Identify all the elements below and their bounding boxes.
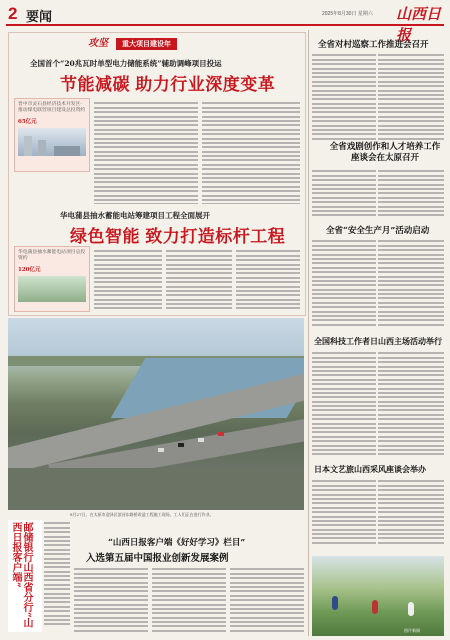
sidebox-1-text: 晋中市灵石县经济技术开发区·推动煤电联营项目建设总投资约 — [18, 102, 86, 113]
headline1-sub: 全国首个“20兆瓦时单型电力储能系统”辅助调峰项目投运 — [30, 59, 222, 68]
sidebox-2 — [14, 246, 90, 312]
right-story-2-col2 — [378, 168, 444, 218]
bottom-story-subtitle: “山西日报客户端《好好学习》栏目” — [108, 538, 246, 548]
farm-photo-caption: 图片新闻 — [404, 628, 420, 633]
bottom-story-col3 — [230, 566, 304, 636]
sidebox-1-number: 65亿元 — [18, 119, 37, 125]
column-divider — [308, 30, 309, 636]
right-story-5-title: 日本文艺旅山西采风座谈会举办 — [314, 464, 426, 474]
reservoir-image — [18, 276, 86, 302]
article2-col2 — [166, 248, 232, 310]
page-number: 2 — [8, 4, 18, 23]
article1-col1 — [94, 100, 198, 204]
article2-col1 — [94, 248, 162, 310]
article2-col3 — [236, 248, 300, 310]
power-plant-image — [18, 128, 86, 156]
right-story-5-col2 — [378, 478, 444, 550]
right-story-3-col2 — [378, 238, 444, 330]
right-story-3-col1 — [312, 238, 376, 330]
feature-kicker: 攻坚 — [88, 38, 108, 49]
headline2-sub: 华电蒲县抽水蓄能电站筹建项目工程全面展开 — [60, 211, 210, 220]
right-story-2-col1 — [312, 168, 376, 218]
bottom-story-col1 — [74, 566, 148, 636]
sidebox-1 — [14, 98, 90, 172]
farm-photo — [312, 556, 444, 636]
article1-col2 — [202, 100, 300, 204]
right-story-4-title: 全国科技工作者日山西主场活动举行 — [314, 336, 442, 346]
sidebox-2-text: 华电蒲县抽水蓄能电站项目总投资约 — [18, 250, 86, 261]
right-story-4-col2 — [378, 350, 444, 460]
right-story-1-col1 — [312, 52, 376, 140]
header-rule — [6, 24, 444, 26]
bottom-story-col2 — [152, 566, 226, 636]
left-column-text — [44, 520, 70, 632]
feature-banner: 重大项目建设年 — [116, 38, 177, 50]
bottom-story-headline: 入选第五届中国报业创新发展案例 — [86, 553, 229, 564]
right-story-4-col1 — [312, 350, 376, 460]
headline2: 绿色智能 致力打造标杆工程 — [70, 227, 286, 246]
sidebox-2-number: 120亿元 — [18, 267, 41, 273]
right-story-3-title: 全省“安全生产月”活动启动 — [326, 226, 430, 236]
newspaper-logo: 山西日报 — [396, 5, 442, 44]
bridge-photo — [8, 318, 304, 510]
section-title: 要闻 — [26, 9, 53, 24]
right-story-5-col1 — [312, 478, 376, 550]
photo-caption: 8月27日，在太原市迎泽区滨河东路桥改造工程施工现场，工人们正在进行作业。 — [70, 512, 214, 517]
right-story-2-title: 全省戏剧创作和人才培养工作座谈会在太原召开 — [329, 142, 441, 163]
vertical-title-box — [8, 520, 42, 632]
vertical-title: 邮储银行山西省分行“山西日报客户端” — [10, 522, 32, 628]
headline1: 节能减碳 助力行业深度变革 — [60, 75, 276, 94]
issue-date: 2025年8月30日 星期六 — [322, 11, 373, 17]
right-story-1-title: 全省对村巡察工作推进会召开 — [318, 40, 429, 50]
right-story-1-col2 — [378, 52, 444, 140]
